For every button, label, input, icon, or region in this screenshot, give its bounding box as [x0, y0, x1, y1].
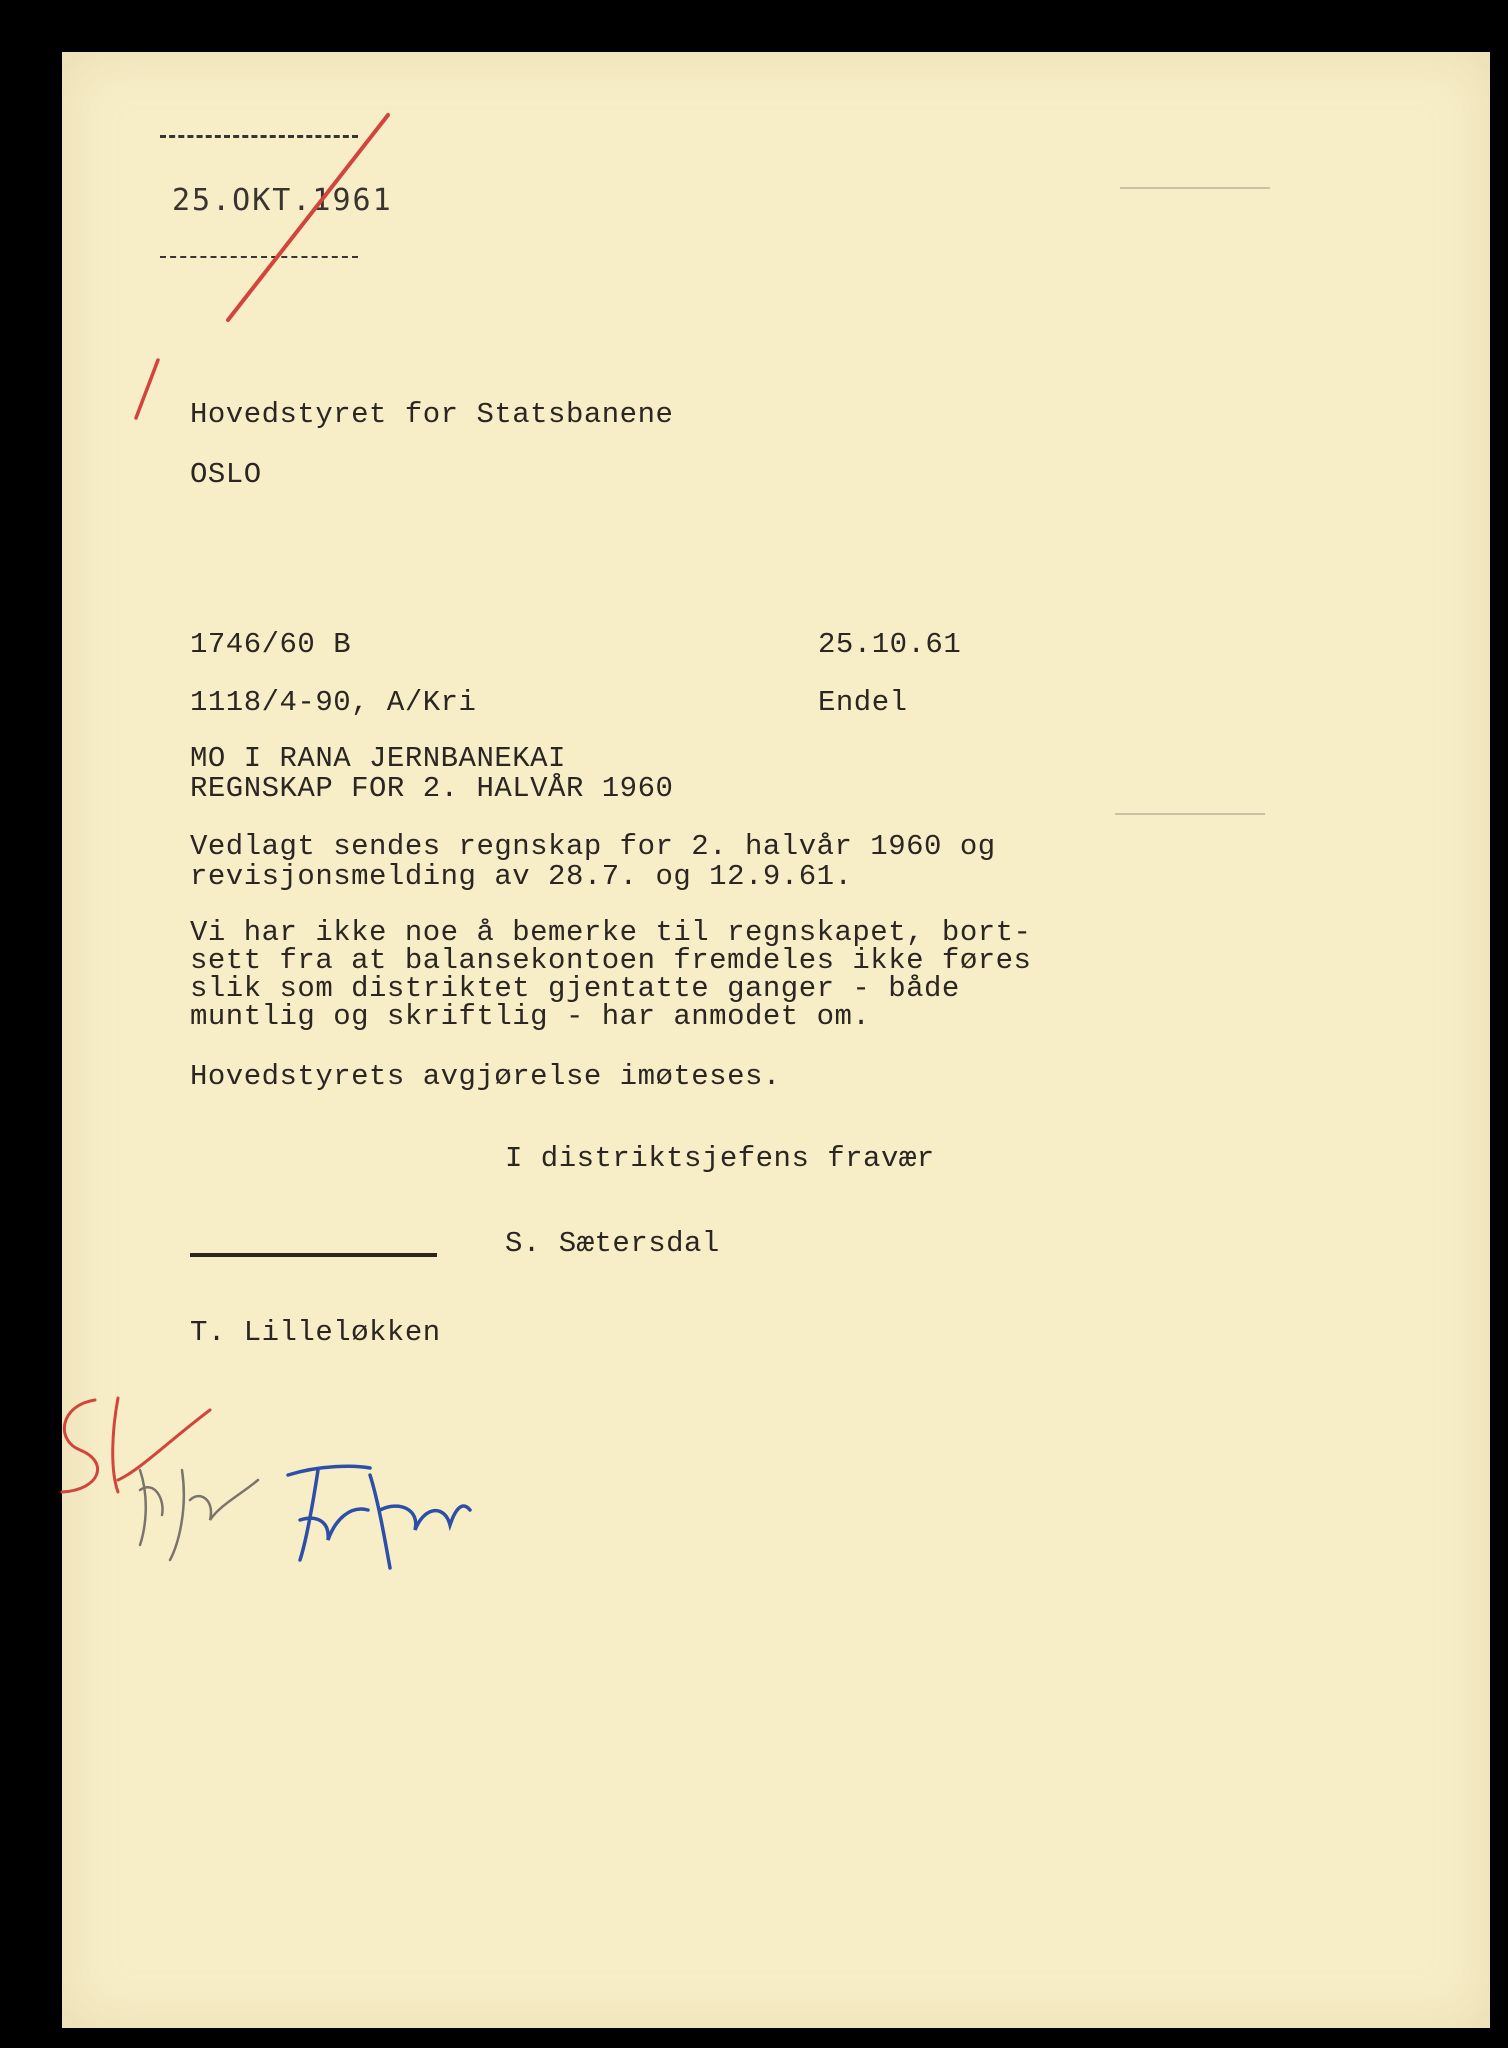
our-reference: 1118/4-90, A/Kri [190, 686, 477, 719]
body-line: revisjonsmelding av 28.7. og 12.9.61. [190, 860, 853, 893]
body-line: Hovedstyrets avgjørelse imøteses. [190, 1060, 781, 1093]
letter-date: 25.10.61 [818, 628, 962, 661]
red-tick-mark [136, 360, 158, 418]
recipient-city: OSLO [190, 458, 262, 491]
subject-line-1: MO I RANA JERNBANEKAI [190, 742, 566, 775]
body-line: sett fra at balansekontoen fremdeles ikke føres [190, 944, 1032, 977]
body-line: slik som distriktet gjentatte ganger - både [190, 972, 960, 1005]
their-reference: 1746/60 B [190, 628, 352, 661]
recipient-name: Hovedstyret for Statsbanene [190, 398, 674, 431]
body-line: Vi har ikke noe å bemerke til regnskapet, bort- [190, 916, 1032, 949]
body-line: muntlig og skriftlig - har anmodet om. [190, 1000, 871, 1033]
closing-on-behalf: I distriktsjefens fravær [505, 1142, 935, 1175]
signatory-name: S. Sætersdal [505, 1227, 720, 1260]
blue-signature [288, 1466, 470, 1568]
subject-line-2: REGNSKAP FOR 2. HALVÅR 1960 [190, 772, 674, 805]
second-signatory-name: T. Lilleløkken [190, 1316, 441, 1349]
stamp-slash-mark [228, 115, 388, 320]
stamp-date: 25.OKT.1961 [172, 183, 393, 218]
body-line: Vedlagt sendes regnskap for 2. halvår 1960 og [190, 830, 996, 863]
enclosure-note: Endel [818, 686, 908, 719]
grey-initials [140, 1470, 258, 1560]
red-initials [62, 1398, 210, 1492]
